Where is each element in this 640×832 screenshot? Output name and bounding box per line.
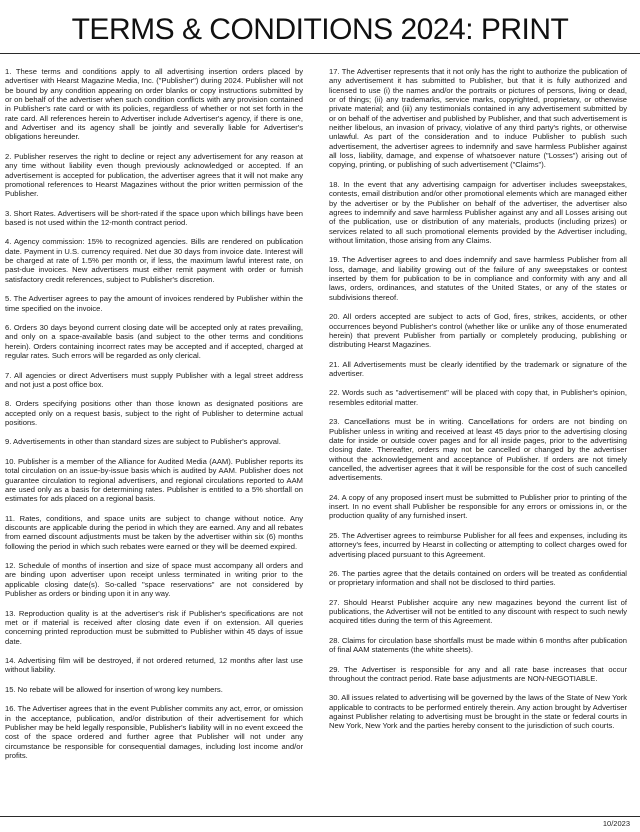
clause-27: 27. Should Hearst Publisher acquire any new magazines beyond the current list of publications, the Advertiser will not be entitled to any discount with respect to such newly acquired titles during the term of this Agreement. — [329, 597, 627, 626]
clause-25: 25. The Advertiser agrees to reimburse Publisher for all fees and expenses, including its attorney's fees, incurred by Hearst in collecting or attempting to collect charges owed for advertising placed pursuant to this Agreement. — [329, 530, 627, 559]
clause-24: 24. A copy of any proposed insert must be submitted to Publisher prior to printing of the insert. In no event shall Publisher be responsible for any errors or omissions in, or the production quality of any furnished insert. — [329, 492, 627, 521]
clause-19: 19. The Advertiser agrees to and does indemnify and save harmless Publisher from all loss, damage, and liability growing out of the failure of any sweepstakes or contest inserted by them for publication to be in compliance and conformity with any and all laws, orders, ordinances, and statutes of the United States, or any of the states or subdivisions thereof. — [329, 255, 627, 302]
clause-16: 16. The Advertiser agrees that in the event Publisher commits any act, error, or omission in the acceptance, publication, and/or distribution of their advertisement for which Publisher may be held legally responsible, Publisher's liability will in no event exceed the cost of the space ordered and further agree that Publisher will not under any circumstance be responsible for consequential damages, including lost income and/or profits. — [5, 704, 303, 760]
clause-18: 18. In the event that any advertising campaign for advertiser includes sweepstakes, contests, email distribution and/or other promotional elements which are managed either by the advertiser or by the Publisher on behalf of the advertiser, the advertiser also agrees to indemnify and save harmless Publisher against any and all Losses arising out of the publication, use or distribution of any materials, products (including prizes) or services related to all such promotional elements provided by the Advertiser including, without limitation, those arising from any Claims. — [329, 179, 627, 245]
right-column — [329, 67, 627, 816]
clause-12: 12. Schedule of months of insertion and size of space must accompany all orders and are binding upon advertiser upon receipt unless terminated in writing prior to the applicable closing date(s). So-called "space reservations" are not considered by Publisher as orders or binding upon it in any way. — [5, 561, 303, 599]
clause-4: 4. Agency commission: 15% to recognized agencies. Bills are rendered on publication date. Payment in U.S. currency required. Net due 30 days from invoice date. Interest will be charged at rate of 1.5% per month or, if less, the maximum lawful interest rate, on past-due invoices. New advertisers must either remit payment with order or furnish satisfactory credit references, subject to Publisher's discretion. — [5, 237, 303, 284]
title-divider — [0, 53, 640, 54]
clause-14: 14. Advertising film will be destroyed, if not ordered returned, 12 months after last use without liability. — [5, 656, 303, 675]
clause-22: 22. Words such as "advertisement" will be placed with copy that, in Publisher's opinion, resembles editorial matter. — [329, 388, 627, 407]
revision-date: 10/2023 — [602, 819, 630, 828]
clause-5: 5. The Advertiser agrees to pay the amount of invoices rendered by Publisher within the time specified on the invoice. — [5, 294, 303, 313]
clause-28: 28. Claims for circulation base shortfalls must be made within 6 months after publication of final AAM statements (the white sheets). — [329, 635, 627, 655]
clause-7: 7. All agencies or direct Advertisers must supply Publisher with a legal street address and not just a post office box. — [5, 370, 303, 389]
clause-2: 2. Publisher reserves the right to decline or reject any advertisement for any reason at any time without liability even though previously acknowledged or accepted. If an advertisement is accepted for publication, the advertiser agrees that it will not make any promotional references to Hearst Magazines without the prior written permission of the Publisher. — [5, 151, 303, 199]
clause-21: 21. All Advertisements must be clearly identified by the trademark or signature of the advertiser. — [329, 359, 627, 378]
clause-10: 10. Publisher is a member of the Alliance for Audited Media (AAM). Publisher reports its total circulation on an issue-by-issue basis which is audited by AAM. Publisher does not guarantee circulation to regional advertisers, and regional circulations reported to AAM are used only as a basis for determining rates. Publisher is entitled to a 5% shortfall on estimates for ads placed on a regional basis. — [5, 456, 303, 504]
left-column — [5, 67, 303, 816]
clause-3: 3. Short Rates. Advertisers will be short-rated if the space upon which billings have been based is not used within the 12-month contract period. — [5, 208, 303, 227]
clause-15: 15. No rebate will be allowed for insertion of wrong key numbers. — [5, 684, 223, 694]
footer-divider — [0, 816, 640, 817]
clause-13: 13. Reproduction quality is at the advertiser's risk if Publisher's specifications are not met or if material is received after closing date even if on extension. All queries concerning printed reproduction must be submitted to Publisher within 45 days of issue date. — [5, 608, 303, 646]
clause-8: 8. Orders specifying positions other than those known as designated positions are accepted only on a request basis, subject to the right of Publisher to determine actual positions. — [5, 399, 303, 427]
clause-23: 23. Cancellations must be in writing. Cancellations for orders are not binding on Publisher unless in writing and received at least 45 days prior to the advertising closing date for inside or outside cover pages and for all inside pages, prior to the advertising closing date. Thereafter, orders may not be cancelled or changed by the advertiser without the acknowledgement and acceptance of Publisher. If orders are not timely cancelled, the advertiser agrees that it will be responsible for the cost of such cancelled advertisements. — [329, 417, 627, 483]
clause-30: 30. All issues related to advertising will be governed by the laws of the State of New York applicable to contracts to be performed entirely therein. Any action brought by Advertiser against Publisher relating to advertising must be brought in the state or federal courts in New York, New York and the parties hereby consent to the jurisdiction of such courts. — [329, 693, 627, 731]
page-title: TERMS & CONDITIONS 2024: PRINT — [71, 13, 569, 46]
clause-11: 11. Rates, conditions, and space units are subject to change without notice. Any discounts are applicable during the period in which they are earned. Any and all rebates from earned discount adjustments must be taken by the advertiser within six (6) months following the period in which such rebates were earned or they will be deemed expired. — [5, 513, 303, 551]
clause-29: 29. The Advertiser is responsible for any and all rate base increases that occur throughout the contract period. Rate base adjustments are NON-NEGOTIABLE. — [329, 664, 627, 683]
clause-9: 9. Advertisements in other than standard sizes are subject to Publisher's approval. — [5, 437, 281, 447]
clause-17: 17. The Advertiser represents that it not only has the right to authorize the publication of any advertisement it has submitted to Publisher, but that it is fully authorized and licensed to use (i) the names and/or the portraits or pictures of persons, living or dead, or of things; (ii) any trademarks, service marks, copyrighted, proprietary, or otherwise private material; and (iii) any testimonials contained in any advertisement submitted by or on behalf of the advertiser and published by Publisher, and that such advertisement is neither libelous, an invasion of privacy, violative of any third party's rights, or otherwise unlawful. As part of the consideration and to induce Publisher to publish such advertisement, the advertiser agrees to indemnify and save harmless Publisher against all loss, liability, damage, and expense of whatsoever nature ("Losses") arising out of copying, printing, or publishing of such advertisement ("Claims"). — [329, 67, 627, 170]
clause-1: 1. These terms and conditions apply to all advertising insertion orders placed by advertiser with Hearst Magazine Media, Inc. ("Publisher") during 2024. Publisher will not be bound by any condition appearing on order blanks or copy instructions submitted by or on behalf of the advertiser when such condition conflicts with any provision contained in Publisher's rate card or with its policies, regardless of whether or not set forth in the rate card. All references herein to Advertiser include Advertiser's agency, if there is one, and Advertiser and its agency shall be jointly and severally liable for Advertiser's obligations hereunder. — [5, 67, 303, 142]
clause-20: 20. All orders accepted are subject to acts of God, fires, strikes, accidents, or other occurrences beyond Publisher's control (whether like or unlike any of those enumerated herein) that prevent Publisher from partially or completely producing, publishing or distributing Hearst Magazines. — [329, 312, 627, 350]
clause-6: 6. Orders 30 days beyond current closing date will be accepted only at rates prevailing, and only on a space-available basis (and subject to the other terms and conditions herein). Orders containing incorrect rates may be accepted and if accepted, charged at regular rates. Such errors will be regarded as only clerical. — [5, 323, 303, 361]
clause-26: 26. The parties agree that the details contained on orders will be treated as confidential or proprietary information and shall not be disclosed to third parties. — [329, 568, 627, 588]
